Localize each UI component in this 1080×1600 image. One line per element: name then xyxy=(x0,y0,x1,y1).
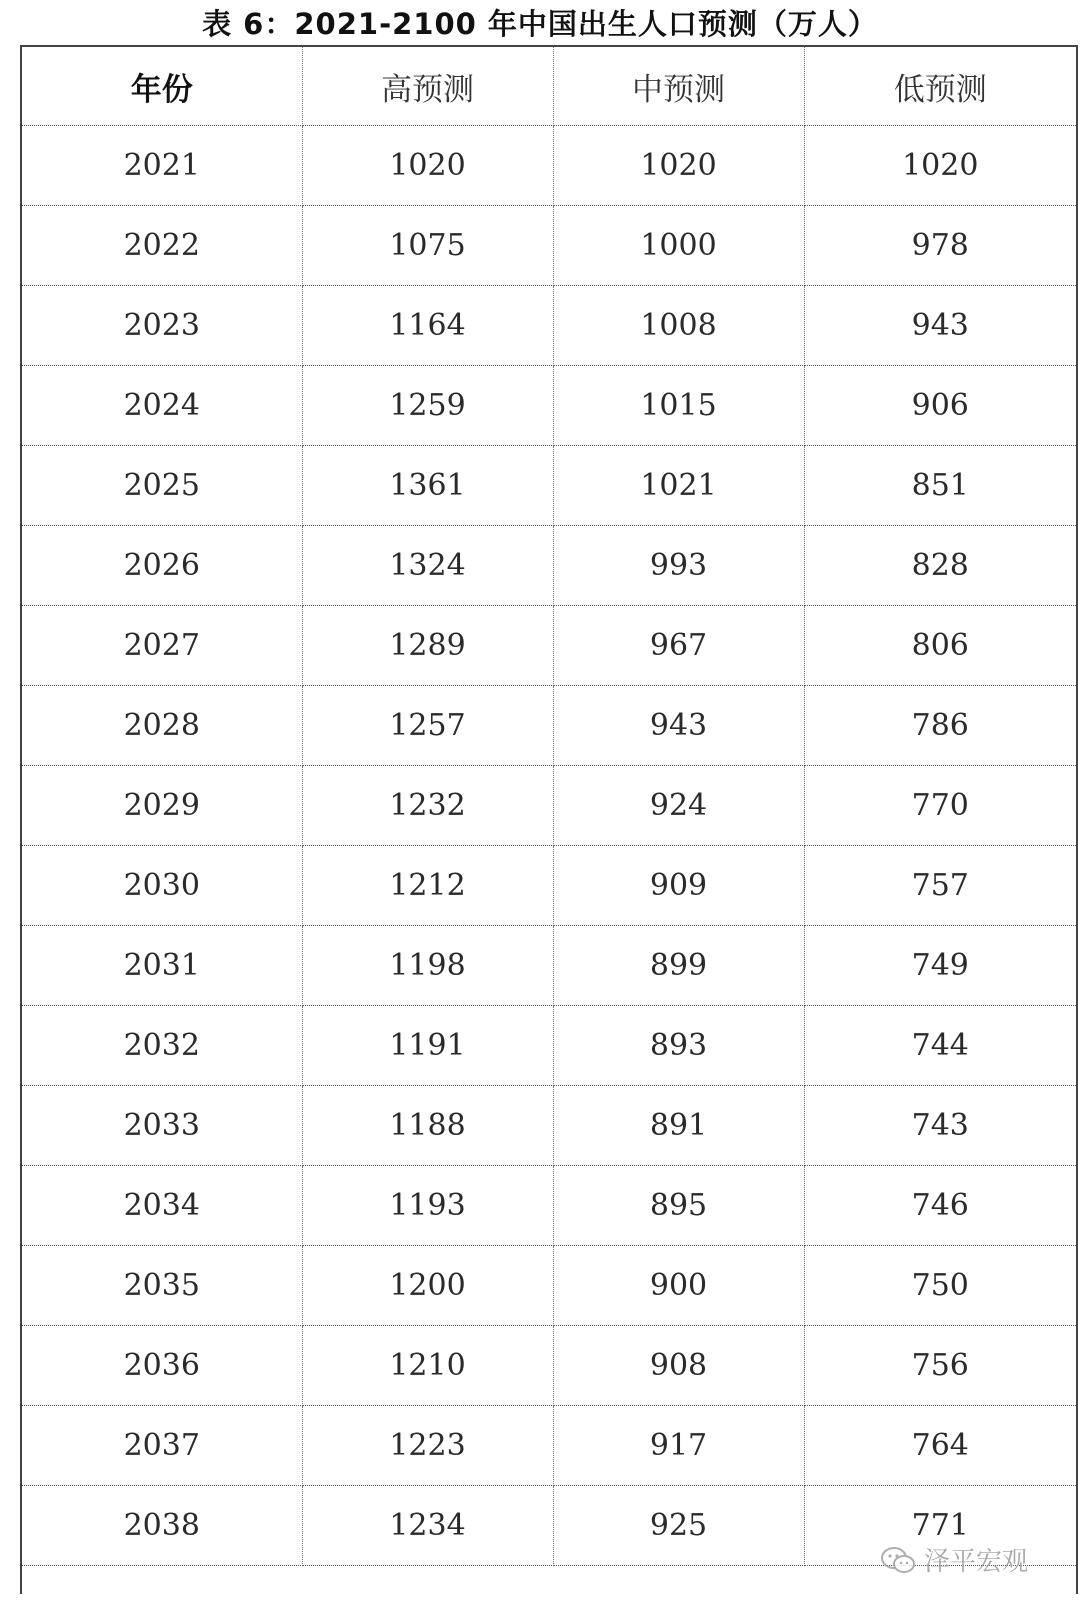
table-row xyxy=(22,1246,1076,1326)
cell-year: 2027 xyxy=(22,606,302,686)
cell-high: 1232 xyxy=(302,766,553,846)
data-table-container xyxy=(20,45,1078,1594)
cell-high: 1020 xyxy=(302,126,553,206)
cell-low: 806 xyxy=(804,606,1076,686)
cell-mid: 924 xyxy=(553,766,804,846)
cell-high: 1164 xyxy=(302,286,553,366)
table-header-row xyxy=(22,47,1076,126)
cell-mid: 917 xyxy=(553,1406,804,1486)
table-row xyxy=(22,1166,1076,1246)
cell-low: 771 xyxy=(804,1486,1076,1566)
cell-low: 786 xyxy=(804,686,1076,766)
cell-low: 770 xyxy=(804,766,1076,846)
cell-mid: 900 xyxy=(553,1246,804,1326)
table-row xyxy=(22,1006,1076,1086)
cell-low: 978 xyxy=(804,206,1076,286)
cell-mid: 1021 xyxy=(553,446,804,526)
cell-year: 2029 xyxy=(22,766,302,846)
cell-high: 1212 xyxy=(302,846,553,926)
table-row xyxy=(22,366,1076,446)
cell-year: 2023 xyxy=(22,286,302,366)
cell-high: 1361 xyxy=(302,446,553,526)
cell-high: 1234 xyxy=(302,1486,553,1566)
cell-low: 744 xyxy=(804,1006,1076,1086)
cell-low: 828 xyxy=(804,526,1076,606)
cell-mid: 891 xyxy=(553,1086,804,1166)
table-row xyxy=(22,606,1076,686)
cell-low: 757 xyxy=(804,846,1076,926)
cell-high: 1075 xyxy=(302,206,553,286)
cell-high: 1191 xyxy=(302,1006,553,1086)
cell-low: 764 xyxy=(804,1406,1076,1486)
cell-high: 1193 xyxy=(302,1166,553,1246)
cell-low: 743 xyxy=(804,1086,1076,1166)
cell-high: 1289 xyxy=(302,606,553,686)
table-row xyxy=(22,686,1076,766)
cell-year: 2037 xyxy=(22,1406,302,1486)
cell-low: 756 xyxy=(804,1326,1076,1406)
cell-mid: 1008 xyxy=(553,286,804,366)
cell-year: 2024 xyxy=(22,366,302,446)
table-row xyxy=(22,206,1076,286)
watermark-text: 泽平宏观 xyxy=(923,1547,1028,1577)
cell-mid: 943 xyxy=(553,686,804,766)
table-row xyxy=(22,1086,1076,1166)
cell-mid: 909 xyxy=(553,846,804,926)
cell-year: 2028 xyxy=(22,686,302,766)
cell-mid: 893 xyxy=(553,1006,804,1086)
cell-year: 2021 xyxy=(22,126,302,206)
cell-year: 2035 xyxy=(22,1246,302,1326)
cell-low: 746 xyxy=(804,1166,1076,1246)
cell-high: 1324 xyxy=(302,526,553,606)
cell-high: 1223 xyxy=(302,1406,553,1486)
table-row xyxy=(22,446,1076,526)
cell-year: 2026 xyxy=(22,526,302,606)
cell-year: 2031 xyxy=(22,926,302,1006)
table-row xyxy=(22,1406,1076,1486)
cell-year: 2025 xyxy=(22,446,302,526)
cell-mid: 1000 xyxy=(553,206,804,286)
header-high-forecast: 高预测 xyxy=(302,47,553,126)
cell-low: 851 xyxy=(804,446,1076,526)
cell-mid: 1015 xyxy=(553,366,804,446)
table-row xyxy=(22,766,1076,846)
cell-mid: 925 xyxy=(553,1486,804,1566)
cell-low: 750 xyxy=(804,1246,1076,1326)
cell-mid: 895 xyxy=(553,1166,804,1246)
birth-forecast-table xyxy=(22,47,1076,1566)
cell-mid: 899 xyxy=(553,926,804,1006)
cell-high: 1259 xyxy=(302,366,553,446)
cell-low: 906 xyxy=(804,366,1076,446)
cell-year: 2032 xyxy=(22,1006,302,1086)
header-mid-forecast: 中预测 xyxy=(553,47,804,126)
cell-year: 2034 xyxy=(22,1166,302,1246)
cell-high: 1188 xyxy=(302,1086,553,1166)
cell-mid: 908 xyxy=(553,1326,804,1406)
table-row xyxy=(22,846,1076,926)
cell-high: 1200 xyxy=(302,1246,553,1326)
cell-high: 1210 xyxy=(302,1326,553,1406)
watermark xyxy=(880,1541,1028,1578)
table-row xyxy=(22,286,1076,366)
cell-year: 2033 xyxy=(22,1086,302,1166)
table-row xyxy=(22,1326,1076,1406)
cell-mid: 1020 xyxy=(553,126,804,206)
cell-high: 1257 xyxy=(302,686,553,766)
cell-year: 2036 xyxy=(22,1326,302,1406)
cell-low: 1020 xyxy=(804,126,1076,206)
cell-low: 943 xyxy=(804,286,1076,366)
cell-low: 749 xyxy=(804,926,1076,1006)
table-row xyxy=(22,126,1076,206)
wechat-icon xyxy=(880,1546,916,1574)
table-title: 表 6：2021-2100 年中国出生人口预测（万人） xyxy=(202,7,878,41)
header-low-forecast: 低预测 xyxy=(804,47,1076,126)
header-year: 年份 xyxy=(22,47,302,126)
table-row xyxy=(22,926,1076,1006)
cell-mid: 967 xyxy=(553,606,804,686)
table-row xyxy=(22,526,1076,606)
cell-year: 2022 xyxy=(22,206,302,286)
cell-mid: 993 xyxy=(553,526,804,606)
cell-year: 2030 xyxy=(22,846,302,926)
cell-high: 1198 xyxy=(302,926,553,1006)
table-body xyxy=(22,126,1076,1566)
cell-year: 2038 xyxy=(22,1486,302,1566)
